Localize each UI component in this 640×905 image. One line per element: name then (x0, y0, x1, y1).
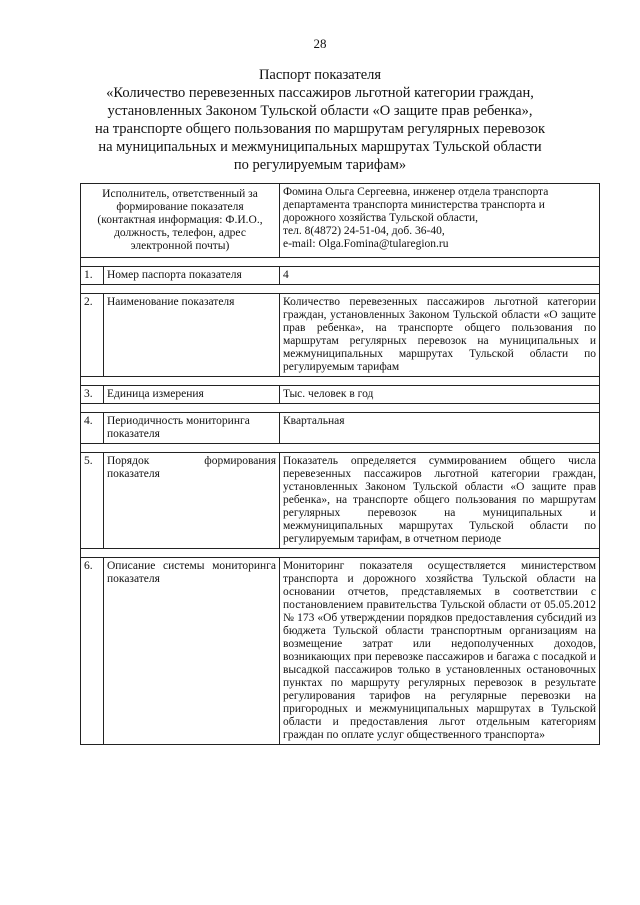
table-row (81, 386, 600, 404)
title-line: Паспорт показателя (258, 67, 382, 83)
row-value: 4 (280, 267, 600, 285)
executor-row (81, 184, 600, 258)
title-line: установленных Законом Тульской области «О защите прав ребенка», (107, 103, 533, 119)
row-value: Мониторинг показателя осуществляется министерством транспорта и дорожного хозяйства Тульской области на основании отчетов, представляемых в соответствии с постановлением правительства Тульской области от 05.05.2012 № 173 «Об утверждении порядков предоставления субсидий из бюджета Тульской области транспортным организациям на возмещение затрат или недополученных доходов, возникающих при перевозке пассажиров и багажа с посадкой и высадкой пассажиров только в установленных остановочных пунктах по маршруту регулярных перевозок в результате регулирования тарифов на регулярные перевозки на пригородных и межмуниципальных маршрутах в Тульской области и предоставления льгот отдельным категориям граждан по оплате услуг общественного транспорта» (280, 558, 600, 745)
title-line: «Количество перевезенных пассажиров льготной категории граждан, (106, 85, 534, 101)
row-value: Квартальная (280, 413, 600, 444)
table-gap-row (81, 377, 600, 386)
row-number: 5. (81, 453, 104, 549)
executor-label: Исполнитель, ответственный за формирование показателя (контактная информация: Ф.И.О., должность, телефон, адрес электронной почты) (81, 184, 280, 258)
page-number: 28 (313, 36, 327, 51)
row-label: Периодичность мониторинга показателя (104, 413, 280, 444)
row-number: 4. (81, 413, 104, 444)
row-value: Показатель определяется суммированием общего числа перевезенных пассажиров льготной категории граждан, установленных Законом Тульской области «О защите прав ребенка», на транспорте общего пользования по маршрутам регулярных перевозок на муниципальных и межмуниципальных маршрутах Тульской области по регулируемым тарифам, в отчетном периоде (280, 453, 600, 549)
table-gap-row (81, 404, 600, 413)
row-number: 2. (81, 294, 104, 377)
document-title (80, 66, 560, 174)
table-gap-row (81, 258, 600, 267)
executor-value (280, 184, 600, 258)
executor-line: департамента транспорта министерства транспорта и (283, 199, 545, 211)
table-gap-row (81, 549, 600, 558)
row-number: 3. (81, 386, 104, 404)
executor-line: тел. 8(4872) 24-51-04, доб. 36-40, (283, 225, 445, 237)
title-line: на транспорте общего пользования по маршрутам регулярных перевозок (94, 121, 546, 137)
table-row (81, 558, 600, 745)
table-row (81, 267, 600, 285)
row-number: 6. (81, 558, 104, 745)
title-line: по регулируемым тарифам» (233, 157, 407, 173)
row-number: 1. (81, 267, 104, 285)
executor-email: e-mail: Olga.Fomina@tularegion.ru (283, 238, 449, 250)
table-row (81, 294, 600, 377)
table-row (81, 413, 600, 444)
executor-line: Фомина Ольга Сергеевна, инженер отдела транспорта (283, 186, 549, 198)
table-gap-row (81, 444, 600, 453)
table-row (81, 453, 600, 549)
row-label: Описание системы мониторинга показателя (104, 558, 280, 745)
row-label: Наименование показателя (104, 294, 280, 377)
title-line: на муниципальных и межмуниципальных маршрутах Тульской области (98, 139, 542, 155)
row-value: Тыс. человек в год (280, 386, 600, 404)
row-label: Номер паспорта показателя (104, 267, 280, 285)
row-label: Единица измерения (104, 386, 280, 404)
indicator-passport-table (80, 183, 600, 745)
table-gap-row (81, 285, 600, 294)
row-label: Порядок формирования показателя (104, 453, 280, 549)
row-value: Количество перевезенных пассажиров льготной категории граждан, установленных Законом Тульской области «О защите прав ребенка», на транспорте общего пользования по маршрутам регулярных перевозок на муниципальных и межмуниципальных маршрутах Тульской области по регулируемым тарифам (280, 294, 600, 377)
executor-line: дорожного хозяйства Тульской области, (283, 212, 479, 224)
